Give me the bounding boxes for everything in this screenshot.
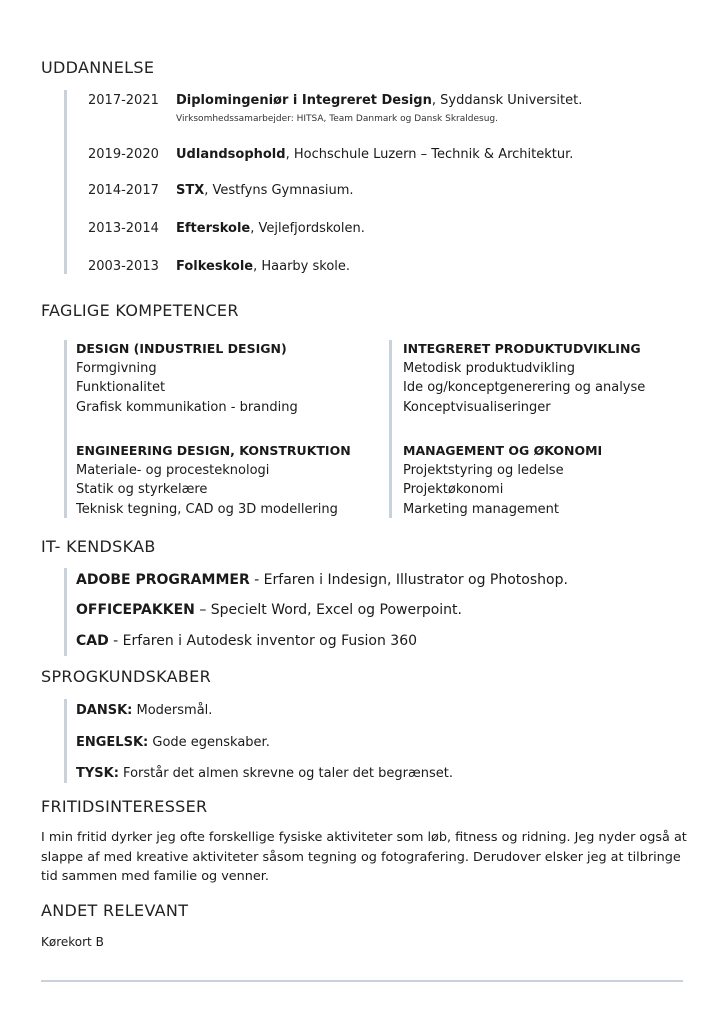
it-label: CAD [76,633,109,649]
section-title-it: IT- KENDSKAB [41,537,156,556]
it-text: - Erfaren i Autodesk inventor og Fusion 360 [108,633,418,649]
education-degree: Diplomingeniør i Integreret Design [176,93,432,108]
other-text: Kørekort B [41,935,104,949]
education-degree: STX [176,183,205,198]
it-item [76,632,417,650]
it-label: OFFICEPAKKEN [76,602,195,618]
competence-item: Projektøkonomi [403,482,504,497]
it-text: – Specielt Word, Excel og Powerpoint. [194,602,462,618]
competence-heading: ENGINEERING DESIGN, KONSTRUKTION [76,443,351,458]
it-item [76,571,568,589]
competence-item: Materiale- og procesteknologi [76,462,270,478]
it-item [76,601,462,619]
competence-item: Marketing management [403,501,560,517]
education-years: 2019-2020 [88,147,159,162]
education-item [88,92,582,109]
language-item [76,702,212,719]
education-years: 2017-2021 [88,93,159,108]
language-label: DANSK: [76,703,133,718]
section-title-hobbies: FRITIDSINTERESSER [41,797,208,816]
competence-heading: INTEGRERET PRODUKTUDVIKLING [403,341,641,356]
competence-heading: MANAGEMENT OG ØKONOMI [403,443,603,458]
education-degree: Folkeskole [176,259,254,274]
education-place: , Vejlefjordskolen. [250,221,365,236]
footer-divider [41,980,683,982]
education-item [88,182,354,199]
education-accent-bar [64,90,67,274]
it-text: - Erfaren i Indesign, Illustrator og Photoshop. [249,572,568,588]
competence-item: Konceptvisualiseringer [403,399,551,415]
education-item [88,220,365,237]
section-title-languages: SPROGKUNDSKABER [41,667,211,686]
education-note: Virksomhedssamarbejder: HITSA, Team Danmark og Dansk Skraldesug. [176,114,498,124]
education-place: , Syddansk Universitet. [431,93,583,108]
education-years: 2003-2013 [88,259,159,274]
language-label: TYSK: [76,766,119,781]
education-place: , Haarby skole. [253,259,351,274]
education-item [88,146,573,163]
language-text: Gode egenskaber. [148,735,270,750]
competence-heading: DESIGN (INDUSTRIEL DESIGN) [76,341,287,356]
competence-item: Metodisk produktudvikling [403,360,575,376]
competence-item: Grafisk kommunikation - branding [76,399,298,415]
competence-item: Ide og/konceptgenerering og analyse [403,380,646,395]
language-text: Forstår det almen skrevne og taler det begrænset. [118,766,454,781]
language-item [76,765,453,782]
competence-item: Formgivning [76,360,157,376]
section-title-other: ANDET RELEVANT [41,901,189,920]
hobbies-paragraph: I min fritid dyrker jeg ofte forskellige fysiske aktiviteter som løb, fitness og ridning. Jeg nyder også at slappe af med kreative aktiviteter såsom tegning og fotografering. Derudover elsker jeg at tilbringe tid sammen med familie og venner. [41,830,687,884]
section-title-education: UDDANNELSE [41,58,155,77]
education-place: , Hochschule Luzern – Technik & Architektur. [285,147,574,162]
competence-group [403,441,602,519]
language-item [76,734,270,751]
it-label: ADOBE PROGRAMMER [76,572,250,588]
section-title-competences: FAGLIGE KOMPETENCER [41,301,239,320]
competence-item: Projektstyring og ledelse [403,462,564,478]
language-text: Modersmål. [132,703,213,718]
languages-accent-bar [64,699,67,783]
education-years: 2013-2014 [88,221,159,236]
competences-right-accent-bar [389,340,392,518]
competences-left-accent-bar [64,340,67,518]
education-place: , Vestfyns Gymnasium. [204,183,354,198]
competence-group [403,339,645,417]
education-degree: Udlandsophold [176,147,286,162]
it-accent-bar [64,568,67,656]
competence-item: Funktionalitet [76,380,166,395]
competence-item: Teknisk tegning, CAD og 3D modellering [76,501,338,517]
education-item [88,258,350,275]
competence-group [76,441,351,519]
competence-item: Statik og styrkelære [76,482,208,497]
education-degree: Efterskole [176,221,251,236]
competence-group [76,339,298,417]
language-label: ENGELSK: [76,735,149,750]
education-years: 2014-2017 [88,183,159,198]
